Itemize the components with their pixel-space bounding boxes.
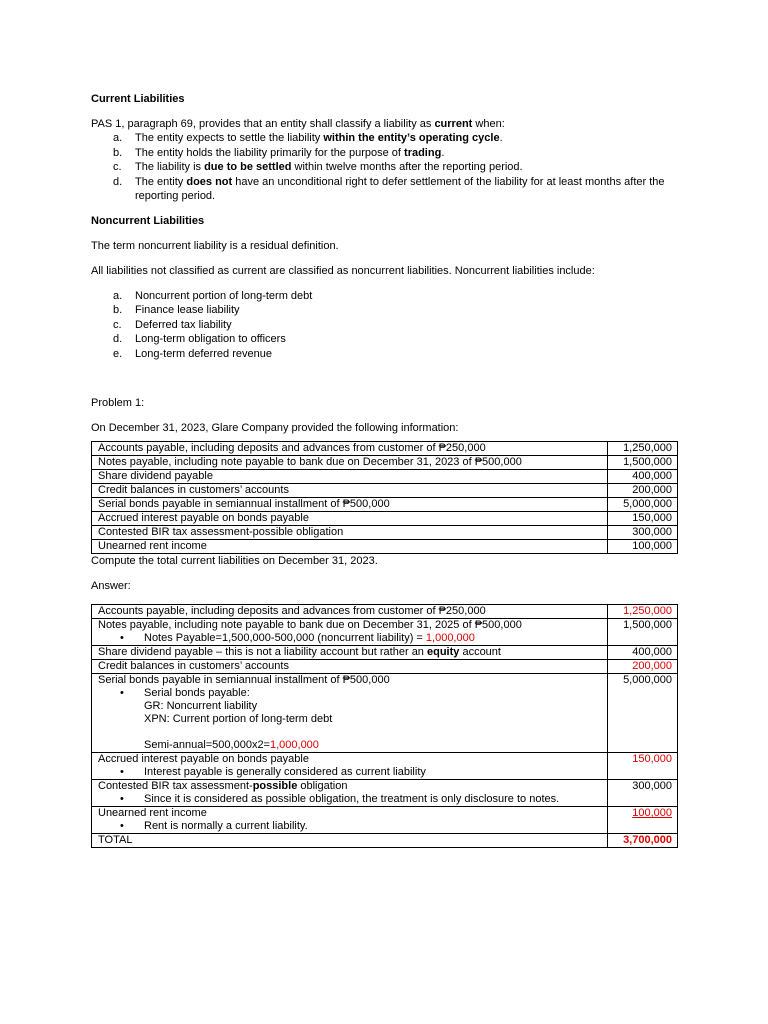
problem-intro: On December 31, 2023, Glare Company provided the following information: [91,422,459,434]
list-item: e. Long-term deferred revenue [113,347,272,360]
table-row [92,484,678,498]
row-amount: 1,500,000 [608,619,678,646]
table-row [92,442,678,456]
table-row [92,619,678,646]
current-criteria-list [91,131,681,204]
row-description: Credit balances in customers’ accounts [92,484,608,498]
table-row [92,540,678,554]
noncurrent-list [91,289,681,362]
table-row [92,780,678,807]
pas1-intro: PAS 1, paragraph 69, provides that an entity shall classify a liability as current when: [91,118,505,130]
row-description: Notes payable, including note payable to bank due on December 31, 2023 of ₱500,000 [92,456,608,470]
row-description: Credit balances in customers’ accounts [92,660,608,674]
table-row [92,807,678,834]
list-item: a. Noncurrent portion of long-term debt [113,289,313,302]
row-description: Serial bonds payable in semiannual installment of ₱500,000 • Serial bonds payable: GR: Noncurrent liability XPN: Current portion of long-term debt Semi-annual=500,000x2=1,000,000 [92,674,608,753]
row-amount: 100,000 [608,807,678,834]
row-description: Accounts payable, including deposits and advances from customer of ₱250,000 [92,442,608,456]
document-page [91,92,681,848]
row-amount: 5,000,000 [608,674,678,753]
current-liabilities-heading: Current Liabilities [91,93,185,105]
table-row [92,498,678,512]
table-row [92,674,678,753]
row-amount: 400,000 [608,470,678,484]
row-description: Contested BIR tax assessment-possible obligation • Since it is considered as possible obligation, the treatment is only disclosure to notes. [92,780,608,807]
table-row [92,605,678,619]
row-amount: 1,250,000 [608,442,678,456]
table-row [92,456,678,470]
row-description: Notes payable, including note payable to bank due on December 31, 2025 of ₱500,000 • Notes Payable=1,500,000-500,000 (noncurrent liability) = 1,000,000 [92,619,608,646]
row-amount: 1,500,000 [608,456,678,470]
problem-label: Problem 1: [91,397,145,409]
row-description: Contested BIR tax assessment-possible obligation [92,526,608,540]
list-item: c. Deferred tax liability [113,318,232,331]
row-amount: 5,000,000 [608,498,678,512]
noncurrent-liabilities-heading: Noncurrent Liabilities [91,214,205,227]
table-row [92,526,678,540]
problem-question: Compute the total current liabilities on December 31, 2023. [91,555,378,567]
total-label: TOTAL [92,834,608,848]
table-row [92,646,678,660]
row-description: Unearned rent income • Rent is normally a current liability. [92,807,608,834]
list-item: a. The entity expects to settle the liability within the entity’s operating cycle. [113,132,503,144]
total-amount: 3,700,000 [608,834,678,848]
row-amount: 200,000 [608,484,678,498]
list-item: b. Finance lease liability [113,304,240,316]
row-description: Accounts payable, including deposits and advances from customer of ₱250,000 [92,605,608,619]
list-item: d. Long-term obligation to officers [113,333,286,345]
noncurrent-intro-text: All liabilities not classified as current are classified as noncurrent liabilities. Noncurrent liabilities include: [91,264,595,277]
row-amount: 1,250,000 [608,605,678,619]
table-row [92,660,678,674]
row-amount: 300,000 [608,526,678,540]
row-amount: 150,000 [608,753,678,780]
row-description: Serial bonds payable in semiannual installment of ₱500,000 [92,498,608,512]
row-amount: 300,000 [608,780,678,807]
row-description: Unearned rent income [92,540,608,554]
table-row-total [92,834,678,848]
list-item: c. The liability is due to be settled within twelve months after the reporting period. [113,161,523,173]
row-description: Accrued interest payable on bonds payable • Interest payable is generally considered as current liability [92,753,608,780]
problem-table [91,441,678,554]
row-description: Share dividend payable – this is not a liability account but rather an equity account [92,646,608,660]
table-row [92,753,678,780]
row-amount: 400,000 [608,646,678,660]
row-description: Share dividend payable [92,470,608,484]
residual-definition-text: The term noncurrent liability is a residual definition. [91,239,339,252]
table-row [92,512,678,526]
row-amount: 100,000 [608,540,678,554]
table-row [92,470,678,484]
answer-table [91,604,678,848]
list-item: b. The entity holds the liability primarily for the purpose of trading. [113,146,445,159]
row-amount: 150,000 [608,512,678,526]
row-description: Accrued interest payable on bonds payable [92,512,608,526]
answer-label: Answer: [91,580,131,592]
row-amount: 200,000 [608,660,678,674]
list-item: d. The entity does not have an unconditional right to defer settlement of the liability for at least months after the reporting period. [113,175,665,202]
